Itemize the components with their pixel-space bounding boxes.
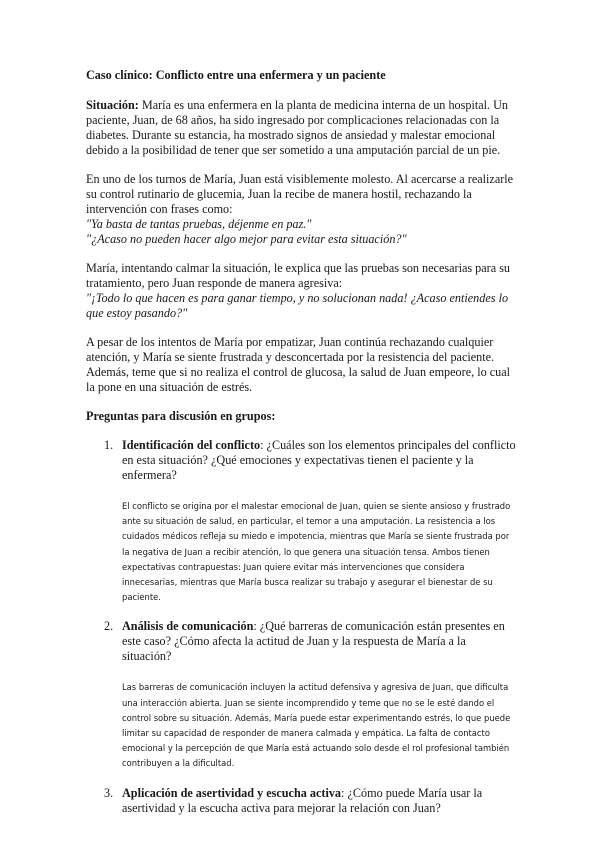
question-label: Análisis de comunicación xyxy=(122,619,254,634)
hostility-paragraph xyxy=(86,172,516,247)
question-item-2 xyxy=(86,619,516,771)
question-item-1 xyxy=(86,438,516,605)
stress-paragraph: A pesar de los intentos de María por empatizar, Juan continúa rechazando cualquier atención, y María se siente frustrada y desconcertada por la resistencia del paciente. Además, teme que si no realiza el control de glucosa, la salud de Juan empeore, lo cual la pone en una situación de estrés. xyxy=(86,335,511,394)
situation-text: María es una enfermera en la planta de medicina interna de un hospital. Un paciente, Juan, de 68 años, ha sido ingresado por complicaciones relacionadas con la diabetes. Durante su estancia, ha mostrado signos de ansiedad y malestar emocional debido a la posibilidad de tener que ser sometido a una amputación parcial de un pie. xyxy=(86,98,509,157)
aggression-paragraph xyxy=(86,261,516,321)
question-answer: Las barreras de comunicación incluyen la actitud defensiva y agresiva de Juan, que dificulta una interacción abierta. Juan se siente incomprendido y teme que no se le esté dando el control sobre su situación. Además, María puede estar experimentando estrés, lo que puede limitar su capacidad de responder de manera calmada y empática. La falta de contacto emocional y la percepción de que María está actuando solo desde el rol profesional también contribuyen a la dificultad. xyxy=(122,682,511,769)
paragraph-3-text: María, intentando calmar la situación, le explica que las pruebas son necesarias para su tratamiento, pero Juan responde de manera agresiva: xyxy=(86,261,511,290)
question-text-block xyxy=(122,786,516,816)
question-label: Aplicación de asertividad y escucha activa xyxy=(122,785,342,800)
document-title: Caso clínico: Conflicto entre una enfermera y un paciente xyxy=(86,68,386,82)
situation-label: Situación: xyxy=(86,98,139,112)
document-content xyxy=(86,68,516,828)
questions-list xyxy=(86,438,516,816)
question-answer: El conflicto se origina por el malestar emocional de Juan, quien se siente ansioso y frustrado ante su situación de salud, en particular, el temor a una amputación. La resistencia a los cuidados médicos refleja su miedo e impotencia, mientras que María se siente frustrada por la negativa de Juan a recibir atención, lo que genera una situación tensa. Ambos tienen expectativas contrapuestas: Juan quiere evitar más intervenciones que considera innecesarias, mientras que María busca realizar su trabajo y asegurar el bienestar de su paciente. xyxy=(122,501,511,603)
question-text-block xyxy=(122,619,516,664)
quote-2: "¿Acaso no pueden hacer algo mejor para evitar esta situación?" xyxy=(86,232,407,246)
quote-3: "¡Todo lo que hacen es para ganar tiempo, y no solucionan nada! ¿Acaso entiendes lo que estoy pasando?" xyxy=(86,291,509,320)
question-number: 3. xyxy=(104,785,114,800)
questions-heading: Preguntas para discusión en grupos: xyxy=(86,409,276,423)
question-item-3 xyxy=(86,786,516,816)
quote-1: "Ya basta de tantas pruebas, déjenme en paz." xyxy=(86,217,312,231)
question-text: : ¿Qué barreras de comunicación están presentes en este caso? ¿Cómo afecta la actitud de Juan y la respuesta de María a la situación? xyxy=(122,619,505,664)
question-text: : ¿Cómo puede María usar la asertividad y la escucha activa para mejorar la relación con Juan? xyxy=(122,785,483,815)
paragraph-2-text: En uno de los turnos de María, Juan está visiblemente molesto. Al acercarse a realizarle su control rutinario de glucemia, Juan la recibe de manera hostil, rechazando la intervención con frases como: xyxy=(86,172,514,216)
question-number: 2. xyxy=(104,619,114,634)
situation-paragraph xyxy=(86,98,516,158)
question-text-block xyxy=(122,438,516,483)
question-text: : ¿Cuáles son los elementos principales del conflicto en esta situación? ¿Qué emociones y expectativas tienen el paciente y la enfermera? xyxy=(122,438,516,482)
question-label: Identificación del conflicto xyxy=(122,438,261,452)
question-number: 1. xyxy=(104,438,114,452)
